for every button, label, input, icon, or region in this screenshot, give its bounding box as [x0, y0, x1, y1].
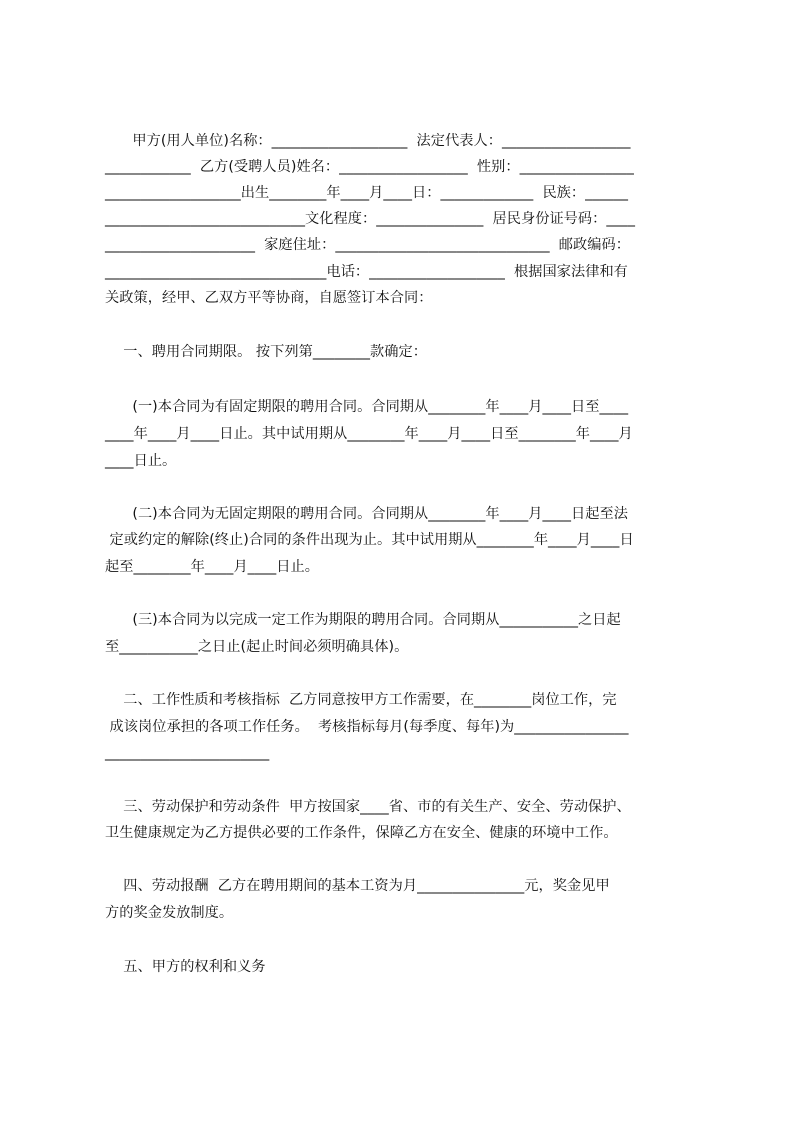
clause-1-line-1: (一)本合同为有固定期限的聘用合同。合同期从________年____月____日至____ [105, 399, 629, 415]
party-info-line-3: ___________________出生________年____月____日：_____________ 民族：______ [105, 185, 629, 201]
section-4-line-1: 四、劳动报酬 乙方在聘用期间的基本工资为月_______________元，奖金见甲 [105, 878, 610, 894]
party-info-line-4: ____________________________文化程度：_______________ 居民身份证号码：____ [105, 211, 635, 227]
section-1-heading: 一、聘用合同期限。 按下列第________款确定： [105, 344, 427, 360]
section-3-line-1: 三、劳动保护和劳动条件 甲方按国家____省、市的有关生产、安全、劳动保护、 [105, 799, 631, 815]
clause-2-line-2: 定或约定的解除(终止)合同的条件出现为止。其中试用期从________年____月____日 [105, 532, 634, 548]
clause-1-line-2: ____年____月____日止。其中试用期从________年____月____日至________年____月 [105, 426, 633, 442]
section-2-line-2: 成该岗位承担的各项工作任务。 考核指标每月(每季度、每年)为________________ [105, 719, 629, 735]
clause-2-line-3: 起至________年____月____日止。 [105, 559, 319, 575]
clause-2-line-1: (二)本合同为无固定期限的聘用合同。合同期从________年____月____日起至法 [105, 506, 629, 522]
party-info-line-6: _______________________________电话：___________________ 根据国家法律和有 [105, 264, 628, 280]
clause-1-line-3: ____日止。 [105, 453, 177, 469]
clause-3-line-2: 至___________之日止(起止时间必须明确具体)。 [105, 639, 409, 655]
party-info-line-5: _____________________ 家庭住址：______________________________ 邮政编码： [105, 237, 630, 253]
clause-3-line-1: (三)本合同为以完成一定工作为期限的聘用合同。合同期从___________之日起 [105, 612, 621, 628]
section-2-line-1: 二、工作性质和考核指标 乙方同意按甲方工作需要，在________岗位工作，完 [105, 692, 617, 708]
party-info-line-2: ____________ 乙方(受聘人员)姓名：__________________ 性别：________________ [105, 159, 634, 175]
section-4-line-2: 方的奖金发放制度。 [105, 905, 234, 921]
party-info-line-7: 关政策，经甲、乙双方平等协商，自愿签订本合同： [105, 290, 433, 306]
section-3-line-2: 卫生健康规定为乙方提供必要的工作条件，保障乙方在安全、健康的环境中工作。 [105, 825, 618, 841]
section-5-heading: 五、甲方的权利和义务 [105, 959, 266, 975]
section-2-line-3: _______________________ [105, 745, 270, 761]
party-info-line-1: 甲方(用人单位)名称：___________________ 法定代表人：__________________ [105, 133, 631, 149]
